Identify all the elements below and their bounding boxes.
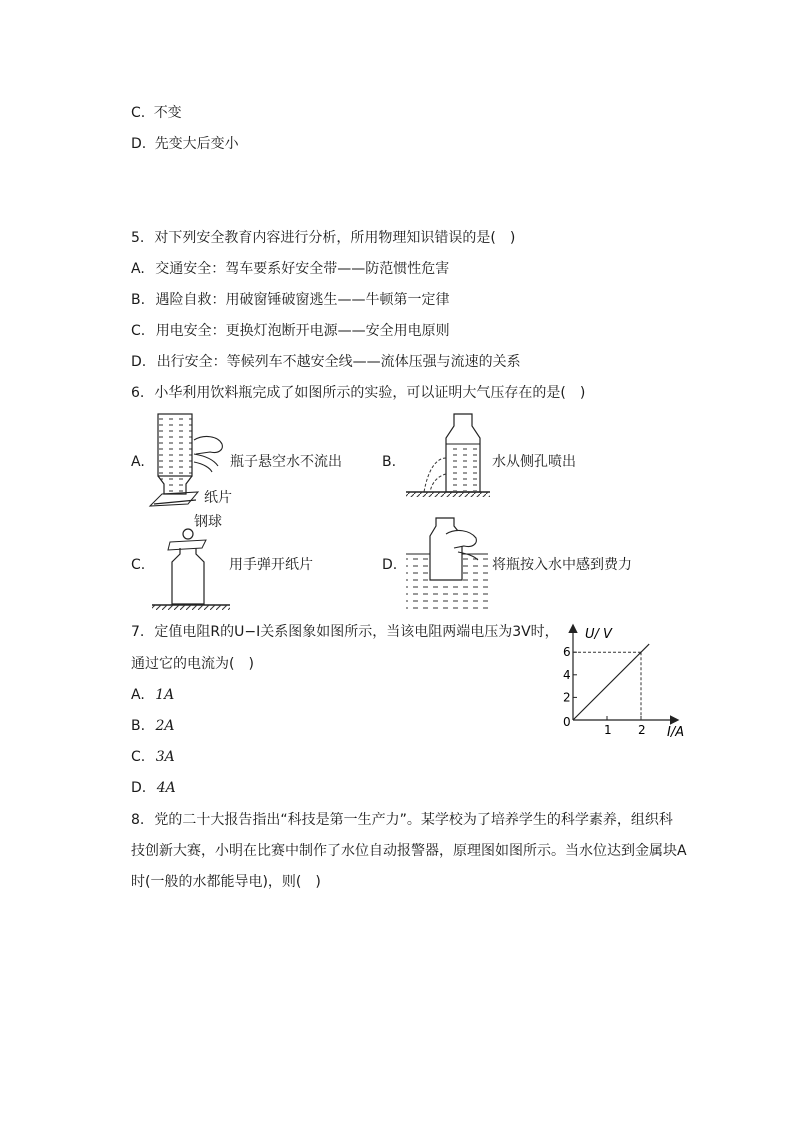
u-axis-label: U/ V bbox=[585, 627, 612, 642]
question-8-line1: 8. 党的二十大报告指出“科技是第一生产力”。某学校为了培养学生的科学素养，组织科 bbox=[131, 812, 673, 828]
q7-option-d[interactable]: D. 4A bbox=[131, 780, 176, 796]
i-tick-label: 2 bbox=[638, 723, 646, 737]
q5-option-b[interactable]: B. 遇险自救：用破窗锤破窗逃生——牛顿第一定律 bbox=[131, 292, 450, 308]
q6-option-d-caption: 将瓶按入水中感到费力 bbox=[492, 557, 632, 573]
q6-option-a-letter[interactable]: A. bbox=[131, 454, 145, 470]
option-d-prev[interactable]: D. 先变大后变小 bbox=[131, 136, 239, 152]
u-tick-label: 6 bbox=[563, 645, 571, 660]
question-6-stem: 6. 小华利用饮料瓶完成了如图所示的实验，可以证明大气压存在的是( ) bbox=[131, 385, 586, 401]
steel-ball-label: 钢球 bbox=[194, 514, 222, 530]
bottle-side-hole-figure bbox=[402, 410, 492, 502]
question-7-stem-line2: 通过它的电流为( ) bbox=[131, 656, 254, 672]
q6-option-a-caption: 瓶子悬空水不流出 bbox=[230, 454, 342, 470]
u-i-line bbox=[573, 644, 649, 720]
question-8-line3: 时(一般的水都能导电)，则( ) bbox=[131, 874, 321, 890]
origin-label: 0 bbox=[563, 715, 571, 729]
option-c-prev[interactable]: C. 不变 bbox=[131, 105, 182, 121]
q6-option-c-caption: 用手弹开纸片 bbox=[229, 557, 313, 573]
q7-option-a[interactable]: A. 1A bbox=[131, 687, 175, 703]
q5-option-c[interactable]: C. 用电安全：更换灯泡断开电源——安全用电原则 bbox=[131, 323, 450, 339]
q7-option-c[interactable]: C. 3A bbox=[131, 749, 175, 765]
bottle-steel-ball-figure bbox=[150, 526, 234, 616]
q6-option-b-letter[interactable]: B. bbox=[382, 454, 397, 470]
q5-option-d[interactable]: D. 出行安全：等候列车不越安全线——流体压强与流速的关系 bbox=[131, 354, 521, 370]
q5-option-a[interactable]: A. 交通安全：驾车要系好安全带——防范惯性危害 bbox=[131, 261, 450, 277]
bottle-pressed-water-figure bbox=[402, 514, 494, 614]
u-tick-label: 4 bbox=[563, 667, 571, 682]
question-7-stem-line1: 7. 定值电阻R的U−I关系图象如图所示，当该电阻两端电压为3V时， bbox=[131, 624, 559, 640]
u-tick-label: 2 bbox=[563, 690, 571, 705]
paper-card-label: 纸片 bbox=[204, 490, 232, 506]
question-8-line2: 技创新大赛，小明在比赛中制作了水位自动报警器，原理图如图所示。当水位达到金属块A bbox=[131, 843, 687, 859]
u-i-graph bbox=[555, 620, 705, 744]
q7-option-b[interactable]: B. 2A bbox=[131, 718, 175, 734]
q6-option-c-letter[interactable]: C. bbox=[131, 557, 146, 573]
q6-option-b-caption: 水从侧孔喷出 bbox=[492, 454, 576, 470]
q6-option-d-letter[interactable]: D. bbox=[382, 557, 398, 573]
i-tick-label: 1 bbox=[604, 723, 612, 737]
question-5-stem: 5. 对下列安全教育内容进行分析，所用物理知识错误的是( ) bbox=[131, 230, 516, 246]
i-axis-label: I/A bbox=[667, 725, 685, 740]
